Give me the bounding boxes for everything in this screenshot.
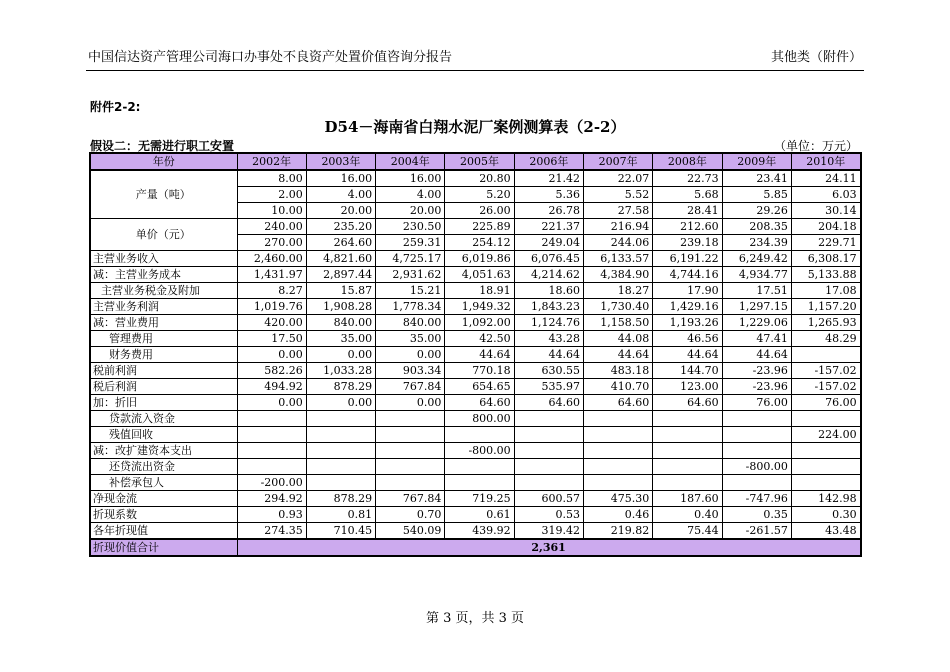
table-cell (445, 475, 514, 491)
table-cell: 0.46 (583, 507, 652, 523)
table-cell: 0.40 (653, 507, 722, 523)
row-label: 各年折现值 (90, 523, 237, 540)
table-cell: 840.00 (376, 315, 445, 331)
row-label: 财务费用 (90, 347, 237, 363)
table-cell: 44.64 (583, 347, 652, 363)
table-cell: -23.96 (722, 363, 791, 379)
table-cell: 24.11 (791, 170, 860, 187)
table-cell (445, 427, 514, 443)
table-cell: 0.35 (722, 507, 791, 523)
table-cell: 35.00 (306, 331, 375, 347)
table-cell (306, 427, 375, 443)
table-cell: 240.00 (237, 219, 306, 235)
table-cell: 4.00 (376, 187, 445, 203)
table-cell: 27.58 (583, 203, 652, 219)
table-cell: 244.06 (583, 235, 652, 251)
table-cell: 4.00 (306, 187, 375, 203)
table-cell: 224.00 (791, 427, 860, 443)
table-cell (583, 443, 652, 459)
table-row (90, 363, 861, 379)
table-cell: 16.00 (376, 170, 445, 187)
table-cell: 2004年 (376, 153, 445, 170)
table-cell: 2003年 (306, 153, 375, 170)
table-cell: 1,092.00 (445, 315, 514, 331)
table-cell (376, 475, 445, 491)
table-cell: 6,133.57 (583, 251, 652, 267)
table-cell: 0.00 (306, 395, 375, 411)
table-cell: 2,931.62 (376, 267, 445, 283)
table-cell: 0.53 (514, 507, 583, 523)
table-cell (791, 347, 860, 363)
table-row (90, 427, 861, 443)
table-cell: 6,076.45 (514, 251, 583, 267)
table-cell: 26.78 (514, 203, 583, 219)
table-row (90, 507, 861, 523)
table-cell (376, 443, 445, 459)
table-cell: 18.91 (445, 283, 514, 299)
table-cell (306, 411, 375, 427)
table-cell: 18.60 (514, 283, 583, 299)
table-cell: 0.70 (376, 507, 445, 523)
table-cell: 494.92 (237, 379, 306, 395)
table-cell: 123.00 (653, 379, 722, 395)
table-cell: 216.94 (583, 219, 652, 235)
table-cell (653, 427, 722, 443)
row-label: 税前利润 (90, 363, 237, 379)
table-cell: 76.00 (791, 395, 860, 411)
table-cell: 767.84 (376, 491, 445, 507)
table-cell: 483.18 (583, 363, 652, 379)
table-cell: 0.81 (306, 507, 375, 523)
table-cell: 4,744.16 (653, 267, 722, 283)
table-cell: 23.41 (722, 170, 791, 187)
table-cell: 8.00 (237, 170, 306, 187)
row-label: 主营业务利润 (90, 299, 237, 315)
table-cell: 20.00 (376, 203, 445, 219)
table-cell: -157.02 (791, 379, 860, 395)
table-cell: 44.64 (514, 347, 583, 363)
table-cell: 208.35 (722, 219, 791, 235)
table-cell: 17.08 (791, 283, 860, 299)
total-value: 2,361 (237, 539, 861, 556)
table-cell: 2008年 (653, 153, 722, 170)
table-cell: 1,429.16 (653, 299, 722, 315)
row-label: 产量（吨） (90, 170, 237, 219)
table-cell: 230.50 (376, 219, 445, 235)
table-cell (237, 459, 306, 475)
table-cell: 204.18 (791, 219, 860, 235)
table-cell: 1,730.40 (583, 299, 652, 315)
table-cell: 42.50 (445, 331, 514, 347)
table-cell (306, 443, 375, 459)
row-label: 折现系数 (90, 507, 237, 523)
table-cell (376, 459, 445, 475)
table-cell: 264.60 (306, 235, 375, 251)
table-cell (791, 443, 860, 459)
table-cell: 5.85 (722, 187, 791, 203)
table-cell: 319.42 (514, 523, 583, 540)
table-cell: 475.30 (583, 491, 652, 507)
table-cell: -800.00 (445, 443, 514, 459)
table-cell (237, 427, 306, 443)
table-row (90, 491, 861, 507)
table-cell (653, 459, 722, 475)
table-cell (514, 427, 583, 443)
table-cell: 2007年 (583, 153, 652, 170)
table-cell: 1,193.26 (653, 315, 722, 331)
table-cell: 43.48 (791, 523, 860, 540)
row-label: 减：主营业务成本 (90, 267, 237, 283)
row-label: 减：改扩建资本支出 (90, 443, 237, 459)
table-cell (583, 411, 652, 427)
table-cell: 1,019.76 (237, 299, 306, 315)
table-cell: 840.00 (306, 315, 375, 331)
table-cell (306, 475, 375, 491)
table-cell (722, 475, 791, 491)
table-cell (583, 427, 652, 443)
table-cell: 0.30 (791, 507, 860, 523)
table-cell: 1,778.34 (376, 299, 445, 315)
table-cell: 249.04 (514, 235, 583, 251)
table-cell: 29.26 (722, 203, 791, 219)
table-cell: 1,297.15 (722, 299, 791, 315)
table-row (90, 219, 861, 235)
table-cell: 5.52 (583, 187, 652, 203)
table-cell: 1,158.50 (583, 315, 652, 331)
table-cell: 2009年 (722, 153, 791, 170)
table-cell: 535.97 (514, 379, 583, 395)
table-cell: -800.00 (722, 459, 791, 475)
table-cell (722, 427, 791, 443)
row-label: 贷款流入资金 (90, 411, 237, 427)
document-title: D54－海南省白翔水泥厂案例测算表（2-2） (324, 118, 626, 136)
table-cell: 76.00 (722, 395, 791, 411)
table-row (90, 283, 861, 299)
table-cell: 5.36 (514, 187, 583, 203)
table-cell: 1,949.32 (445, 299, 514, 315)
table-row (90, 411, 861, 427)
table-cell: 719.25 (445, 491, 514, 507)
table-cell: 21.42 (514, 170, 583, 187)
table-cell: 1,157.20 (791, 299, 860, 315)
total-label: 折现价值合计 (90, 539, 237, 556)
table-cell: 1,431.97 (237, 267, 306, 283)
table-row (90, 395, 861, 411)
table-cell: -261.57 (722, 523, 791, 540)
table-header-row (90, 153, 861, 170)
table-cell: 18.27 (583, 283, 652, 299)
table-cell (653, 475, 722, 491)
table-cell (376, 411, 445, 427)
report-header-title: 中国信达资产管理公司海口办事处不良资产处置价值咨询分报告 (88, 50, 453, 65)
table-cell: 1,033.28 (306, 363, 375, 379)
row-label: 减：营业费用 (90, 315, 237, 331)
table-cell: 5,133.88 (791, 267, 860, 283)
table-cell: 4,725.17 (376, 251, 445, 267)
table-cell: 144.70 (653, 363, 722, 379)
table-cell: 239.18 (653, 235, 722, 251)
table-cell: 6.03 (791, 187, 860, 203)
unit-label: （单位：万元） (773, 139, 858, 153)
table-row (90, 475, 861, 491)
row-label: 加：折旧 (90, 395, 237, 411)
table-cell: 48.29 (791, 331, 860, 347)
table-cell: 770.18 (445, 363, 514, 379)
table-cell (306, 459, 375, 475)
row-label: 主营业务收入 (90, 251, 237, 267)
table-cell: 234.39 (722, 235, 791, 251)
table-row (90, 299, 861, 315)
table-cell: 0.00 (376, 347, 445, 363)
table-row (90, 523, 861, 540)
table-cell (791, 475, 860, 491)
table-cell: 439.92 (445, 523, 514, 540)
table-cell: 219.82 (583, 523, 652, 540)
table-cell: 235.20 (306, 219, 375, 235)
table-cell (376, 427, 445, 443)
table-cell (722, 411, 791, 427)
table-cell (791, 459, 860, 475)
table-cell: -23.96 (722, 379, 791, 395)
table-cell (514, 459, 583, 475)
table-cell: 630.55 (514, 363, 583, 379)
table-cell: 2,460.00 (237, 251, 306, 267)
table-row (90, 315, 861, 331)
table-cell: 710.45 (306, 523, 375, 540)
header-divider (86, 70, 864, 71)
row-label: 残值回收 (90, 427, 237, 443)
table-cell: 4,214.62 (514, 267, 583, 283)
table-cell: 229.71 (791, 235, 860, 251)
table-cell: 800.00 (445, 411, 514, 427)
table-cell: 2002年 (237, 153, 306, 170)
table-cell: 20.80 (445, 170, 514, 187)
table-cell: 75.44 (653, 523, 722, 540)
table-cell (722, 443, 791, 459)
table-cell: 4,821.60 (306, 251, 375, 267)
table-cell: 20.00 (306, 203, 375, 219)
table-cell (237, 443, 306, 459)
table-cell: -747.96 (722, 491, 791, 507)
table-cell: 212.60 (653, 219, 722, 235)
row-label: 税后利润 (90, 379, 237, 395)
table-cell: 274.35 (237, 523, 306, 540)
table-cell: 1,124.76 (514, 315, 583, 331)
table-cell: 44.64 (722, 347, 791, 363)
table-cell: 6,308.17 (791, 251, 860, 267)
table-cell: 44.64 (653, 347, 722, 363)
row-label: 主营业务税金及附加 (90, 283, 237, 299)
table-cell: 6,019.86 (445, 251, 514, 267)
table-cell: 26.00 (445, 203, 514, 219)
table-cell: 44.08 (583, 331, 652, 347)
table-cell: 294.92 (237, 491, 306, 507)
table-cell: 187.60 (653, 491, 722, 507)
table-cell (583, 459, 652, 475)
table-cell: 1,908.28 (306, 299, 375, 315)
annex-label: 附件2-2: (90, 100, 141, 114)
table-cell: 600.57 (514, 491, 583, 507)
table-row (90, 347, 861, 363)
table-cell: 2,897.44 (306, 267, 375, 283)
table-cell: 64.60 (445, 395, 514, 411)
table-cell (514, 443, 583, 459)
table-cell: 17.90 (653, 283, 722, 299)
table-cell: 410.70 (583, 379, 652, 395)
table-cell: 5.20 (445, 187, 514, 203)
table-cell: 22.07 (583, 170, 652, 187)
table-cell: 6,191.22 (653, 251, 722, 267)
table-cell: 30.14 (791, 203, 860, 219)
table-row (90, 443, 861, 459)
calculation-table (89, 152, 862, 557)
table-cell (514, 411, 583, 427)
table-cell: 221.37 (514, 219, 583, 235)
table-cell (653, 443, 722, 459)
table-cell: 15.21 (376, 283, 445, 299)
table-cell: 142.98 (791, 491, 860, 507)
table-cell: 0.93 (237, 507, 306, 523)
table-cell: 17.50 (237, 331, 306, 347)
table-cell: 年份 (90, 153, 237, 170)
table-cell: 2006年 (514, 153, 583, 170)
table-cell: 1,265.93 (791, 315, 860, 331)
table-cell: 225.89 (445, 219, 514, 235)
table-cell: 1,843.23 (514, 299, 583, 315)
assumption-label: 假设二：无需进行职工安置 (90, 139, 235, 153)
table-cell (514, 475, 583, 491)
total-row (90, 539, 861, 556)
page-footer: 第 3 页，共 3 页 (425, 611, 525, 626)
table-cell: 878.29 (306, 379, 375, 395)
table-cell: 540.09 (376, 523, 445, 540)
table-cell: 43.28 (514, 331, 583, 347)
report-header-category: 其他类（附件） (770, 50, 862, 65)
table-cell: 767.84 (376, 379, 445, 395)
table-cell: 35.00 (376, 331, 445, 347)
table-cell (583, 475, 652, 491)
table-cell: 0.00 (237, 347, 306, 363)
table-cell: 0.61 (445, 507, 514, 523)
table-cell: 46.56 (653, 331, 722, 347)
row-label: 净现金流 (90, 491, 237, 507)
table-cell (653, 411, 722, 427)
table-cell: 17.51 (722, 283, 791, 299)
table-cell: 0.00 (306, 347, 375, 363)
table-cell: 582.26 (237, 363, 306, 379)
table-cell: 6,249.42 (722, 251, 791, 267)
table-cell: 0.00 (376, 395, 445, 411)
table-cell (445, 459, 514, 475)
table-cell: -200.00 (237, 475, 306, 491)
table-cell: 259.31 (376, 235, 445, 251)
table-cell: 0.00 (237, 395, 306, 411)
table-cell: 4,384.90 (583, 267, 652, 283)
table-cell: 64.60 (514, 395, 583, 411)
table-cell: 15.87 (306, 283, 375, 299)
table-cell: 16.00 (306, 170, 375, 187)
table-cell: 2010年 (791, 153, 860, 170)
table-cell: 2005年 (445, 153, 514, 170)
table-cell: 903.34 (376, 363, 445, 379)
row-label: 补偿承包人 (90, 475, 237, 491)
table-cell: 270.00 (237, 235, 306, 251)
table-row (90, 251, 861, 267)
table-cell: 878.29 (306, 491, 375, 507)
table-cell (791, 411, 860, 427)
table-cell (237, 411, 306, 427)
table-cell: 64.60 (583, 395, 652, 411)
table-cell: 4,051.63 (445, 267, 514, 283)
table-cell: 44.64 (445, 347, 514, 363)
table-cell: 22.73 (653, 170, 722, 187)
table-row (90, 267, 861, 283)
table-cell: 28.41 (653, 203, 722, 219)
table-row (90, 170, 861, 187)
table-cell: 2.00 (237, 187, 306, 203)
row-label: 还贷流出资金 (90, 459, 237, 475)
table-cell: 254.12 (445, 235, 514, 251)
table-cell: 420.00 (237, 315, 306, 331)
table-cell: 4,934.77 (722, 267, 791, 283)
table-row (90, 379, 861, 395)
table-row (90, 459, 861, 475)
table-cell: 47.41 (722, 331, 791, 347)
row-label: 单价（元） (90, 219, 237, 251)
table-row (90, 331, 861, 347)
table-cell: 64.60 (653, 395, 722, 411)
table-cell: 10.00 (237, 203, 306, 219)
row-label: 管理费用 (90, 331, 237, 347)
table-cell: 654.65 (445, 379, 514, 395)
table-cell: 1,229.06 (722, 315, 791, 331)
table-cell: -157.02 (791, 363, 860, 379)
table-cell: 8.27 (237, 283, 306, 299)
table-cell: 5.68 (653, 187, 722, 203)
